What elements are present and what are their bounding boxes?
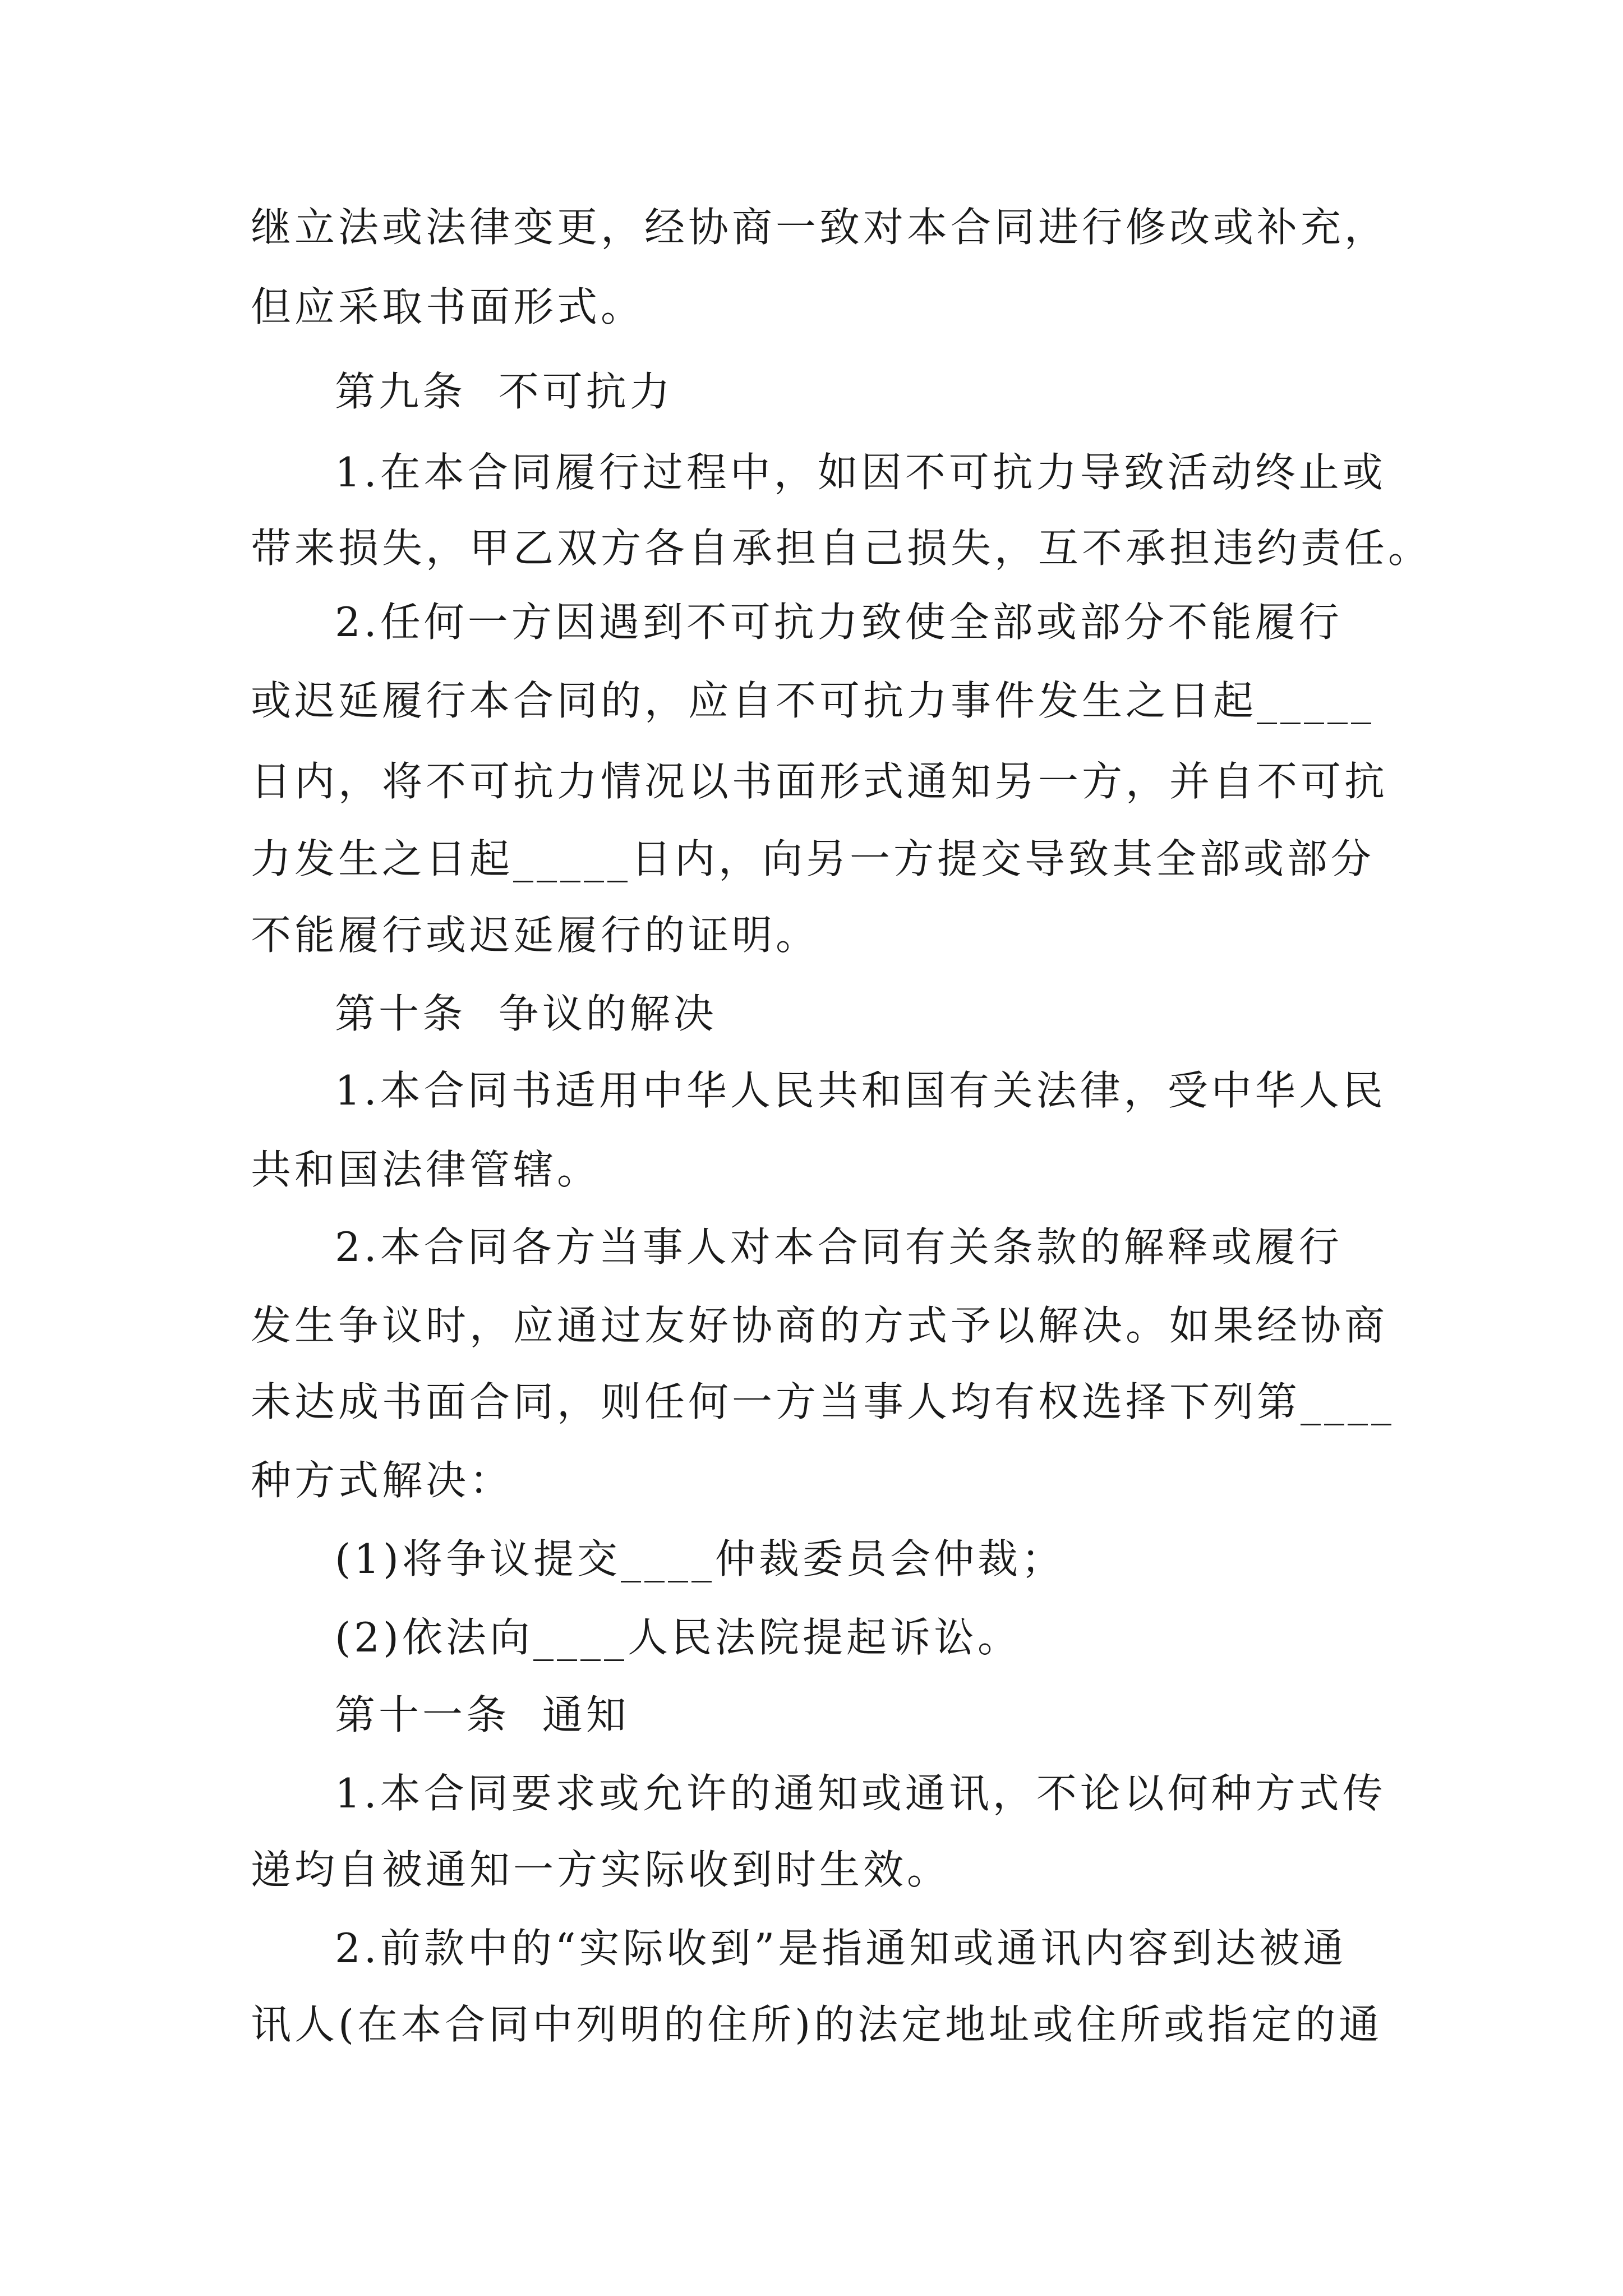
text-line-8: 日内，将不可抗力情况以书面形式通知另一方，并自不可抗 bbox=[251, 758, 1389, 805]
text-line-2: 但应采取书面形式。 bbox=[251, 283, 645, 330]
text-line-16: 未达成书面合同，则任何一方当事人均有权选择下列第____ bbox=[251, 1378, 1395, 1425]
text-line-6: 2.任何一方因遇到不可抗力致使全部或部分不能履行 bbox=[335, 599, 1343, 646]
text-line-17: 种方式解决： bbox=[251, 1457, 514, 1504]
text-line-1: 继立法或法律变更，经协商一致对本合同进行修改或补充， bbox=[251, 204, 1389, 251]
text-line-12: 1.本合同书适用中华人民共和国有关法律，受中华人民 bbox=[335, 1067, 1386, 1114]
text-line-15: 发生争议时，应通过友好协商的方式予以解决。如果经协商 bbox=[251, 1302, 1389, 1349]
text-line-19: (2)依法向____人民法院提起诉讼。 bbox=[335, 1614, 1021, 1661]
text-line-4: 1.在本合同履行过程中，如因不可抗力导致活动终止或 bbox=[335, 449, 1386, 496]
text-line-23: 2.前款中的“实际收到”是指通知或通讯内容到达被通 bbox=[335, 1925, 1347, 1972]
text-line-14: 2.本合同各方当事人对本合同有关条款的解释或履行 bbox=[335, 1223, 1343, 1271]
text-line-9: 力发生之日起_____日内，向另一方提交导致其全部或部分 bbox=[251, 835, 1375, 882]
text-line-21: 1.本合同要求或允许的通知或通讯，不论以何种方式传 bbox=[335, 1770, 1386, 1817]
text-line-7: 或迟延履行本合同的，应自不可抗力事件发生之日起_____ bbox=[251, 677, 1375, 724]
text-line-24: 讯人(在本合同中列明的住所)的法定地址或住所或指定的通 bbox=[251, 2001, 1383, 2048]
text-line-10: 不能履行或迟延履行的证明。 bbox=[251, 912, 820, 959]
article-9-heading: 第九条 不可抗力 bbox=[335, 368, 674, 415]
text-line-22: 递均自被通知一方实际收到时生效。 bbox=[251, 1846, 951, 1893]
text-line-18: (1)将争议提交____仲裁委员会仲裁； bbox=[335, 1535, 1065, 1582]
article-10-heading: 第十条 争议的解决 bbox=[335, 990, 717, 1037]
text-line-13: 共和国法律管辖。 bbox=[251, 1146, 601, 1193]
text-line-5: 带来损失，甲乙双方各自承担自己损失，互不承担违约责任。 bbox=[251, 524, 1432, 572]
article-11-heading: 第十一条 通知 bbox=[335, 1691, 630, 1738]
